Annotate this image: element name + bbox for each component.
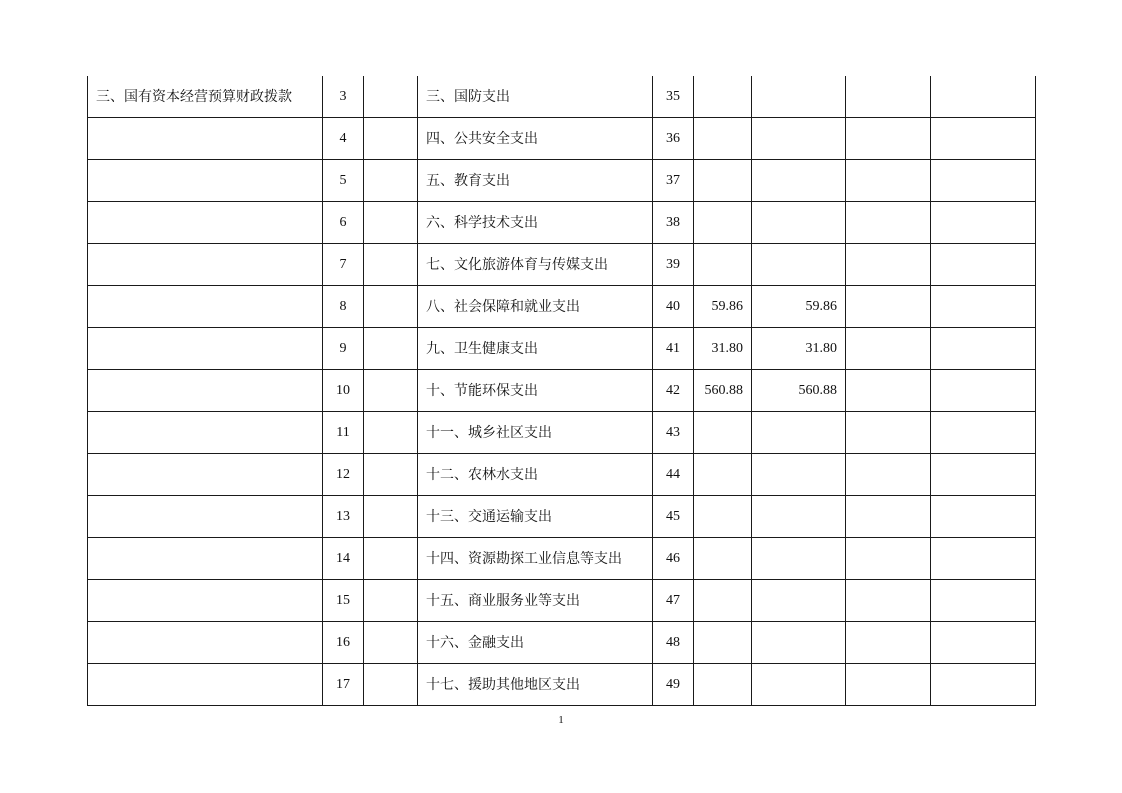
expense-item-cell: 十二、农林水支出 (418, 454, 653, 496)
income-seq-cell: 4 (323, 118, 364, 160)
gov-fund-cell (846, 496, 931, 538)
income-seq-cell: 5 (323, 160, 364, 202)
state-capital-cell (931, 370, 1036, 412)
income-item-cell (88, 622, 323, 664)
expense-seq-cell: 39 (653, 244, 694, 286)
general-budget-cell (752, 202, 846, 244)
income-seq-cell: 14 (323, 538, 364, 580)
general-budget-cell (752, 160, 846, 202)
income-amount-cell (364, 160, 418, 202)
expense-item-cell: 十、节能环保支出 (418, 370, 653, 412)
total-cell (694, 202, 752, 244)
expense-seq-cell: 36 (653, 118, 694, 160)
table-row (88, 580, 1036, 622)
table-row (88, 244, 1036, 286)
income-item-cell (88, 664, 323, 706)
state-capital-cell (931, 76, 1036, 118)
expense-item-cell: 十七、援助其他地区支出 (418, 664, 653, 706)
expense-seq-cell: 48 (653, 622, 694, 664)
income-item-cell (88, 412, 323, 454)
total-cell (694, 496, 752, 538)
table-row (88, 118, 1036, 160)
income-amount-cell (364, 370, 418, 412)
income-seq-cell: 7 (323, 244, 364, 286)
total-cell (694, 160, 752, 202)
income-seq-cell: 11 (323, 412, 364, 454)
expense-seq-cell: 35 (653, 76, 694, 118)
table-row (88, 412, 1036, 454)
general-budget-cell (752, 496, 846, 538)
state-capital-cell (931, 412, 1036, 454)
expense-item-cell: 三、国防支出 (418, 76, 653, 118)
table-row (88, 538, 1036, 580)
expense-seq-cell: 38 (653, 202, 694, 244)
gov-fund-cell (846, 538, 931, 580)
total-cell (694, 412, 752, 454)
state-capital-cell (931, 580, 1036, 622)
expense-item-cell: 四、公共安全支出 (418, 118, 653, 160)
expense-item-cell: 八、社会保障和就业支出 (418, 286, 653, 328)
income-amount-cell (364, 664, 418, 706)
state-capital-cell (931, 496, 1036, 538)
gov-fund-cell (846, 622, 931, 664)
total-cell (694, 622, 752, 664)
total-cell (694, 538, 752, 580)
income-seq-cell: 16 (323, 622, 364, 664)
income-amount-cell (364, 286, 418, 328)
total-cell (694, 664, 752, 706)
income-amount-cell (364, 622, 418, 664)
total-cell: 31.80 (694, 328, 752, 370)
income-seq-cell: 8 (323, 286, 364, 328)
expense-seq-cell: 45 (653, 496, 694, 538)
state-capital-cell (931, 622, 1036, 664)
income-amount-cell (364, 76, 418, 118)
gov-fund-cell (846, 370, 931, 412)
expense-seq-cell: 37 (653, 160, 694, 202)
general-budget-cell: 560.88 (752, 370, 846, 412)
expense-seq-cell: 43 (653, 412, 694, 454)
gov-fund-cell (846, 118, 931, 160)
total-cell (694, 244, 752, 286)
income-amount-cell (364, 202, 418, 244)
income-item-cell (88, 454, 323, 496)
general-budget-cell: 31.80 (752, 328, 846, 370)
gov-fund-cell (846, 76, 931, 118)
total-cell: 560.88 (694, 370, 752, 412)
expense-item-cell: 十一、城乡社区支出 (418, 412, 653, 454)
income-amount-cell (364, 244, 418, 286)
total-cell: 59.86 (694, 286, 752, 328)
table-row (88, 286, 1036, 328)
gov-fund-cell (846, 160, 931, 202)
state-capital-cell (931, 160, 1036, 202)
expense-seq-cell: 42 (653, 370, 694, 412)
state-capital-cell (931, 244, 1036, 286)
total-cell (694, 580, 752, 622)
table-row (88, 454, 1036, 496)
income-seq-cell: 9 (323, 328, 364, 370)
general-budget-cell (752, 412, 846, 454)
table-row (88, 622, 1036, 664)
expense-item-cell: 六、科学技术支出 (418, 202, 653, 244)
table-row (88, 328, 1036, 370)
general-budget-cell (752, 622, 846, 664)
expense-seq-cell: 46 (653, 538, 694, 580)
general-budget-cell (752, 454, 846, 496)
expense-item-cell: 五、教育支出 (418, 160, 653, 202)
total-cell (694, 454, 752, 496)
income-amount-cell (364, 412, 418, 454)
income-item-cell (88, 580, 323, 622)
income-item-cell (88, 370, 323, 412)
state-capital-cell (931, 538, 1036, 580)
income-amount-cell (364, 538, 418, 580)
income-seq-cell: 12 (323, 454, 364, 496)
income-item-cell (88, 244, 323, 286)
income-seq-cell: 15 (323, 580, 364, 622)
state-capital-cell (931, 664, 1036, 706)
income-amount-cell (364, 328, 418, 370)
income-item-cell (88, 496, 323, 538)
table-row (88, 664, 1036, 706)
table-row (88, 202, 1036, 244)
state-capital-cell (931, 202, 1036, 244)
gov-fund-cell (846, 328, 931, 370)
table-row (88, 160, 1036, 202)
expense-item-cell: 九、卫生健康支出 (418, 328, 653, 370)
budget-table-body (88, 76, 1036, 706)
state-capital-cell (931, 118, 1036, 160)
expense-item-cell: 十三、交通运输支出 (418, 496, 653, 538)
expense-seq-cell: 41 (653, 328, 694, 370)
expense-item-cell: 七、文化旅游体育与传媒支出 (418, 244, 653, 286)
income-seq-cell: 6 (323, 202, 364, 244)
state-capital-cell (931, 328, 1036, 370)
expense-item-cell: 十五、商业服务业等支出 (418, 580, 653, 622)
income-item-cell (88, 160, 323, 202)
income-seq-cell: 3 (323, 76, 364, 118)
income-seq-cell: 10 (323, 370, 364, 412)
income-seq-cell: 13 (323, 496, 364, 538)
income-item-cell (88, 202, 323, 244)
state-capital-cell (931, 286, 1036, 328)
income-item-cell (88, 118, 323, 160)
income-item-cell (88, 328, 323, 370)
gov-fund-cell (846, 412, 931, 454)
total-cell (694, 76, 752, 118)
income-amount-cell (364, 454, 418, 496)
general-budget-cell: 59.86 (752, 286, 846, 328)
budget-table (87, 76, 1036, 706)
table-row (88, 496, 1036, 538)
general-budget-cell (752, 664, 846, 706)
income-amount-cell (364, 496, 418, 538)
general-budget-cell (752, 244, 846, 286)
page-number: 1 (558, 714, 564, 726)
table-row (88, 370, 1036, 412)
expense-item-cell: 十四、资源勘探工业信息等支出 (418, 538, 653, 580)
gov-fund-cell (846, 286, 931, 328)
gov-fund-cell (846, 202, 931, 244)
total-cell (694, 118, 752, 160)
general-budget-cell (752, 538, 846, 580)
gov-fund-cell (846, 580, 931, 622)
gov-fund-cell (846, 664, 931, 706)
expense-seq-cell: 47 (653, 580, 694, 622)
expense-seq-cell: 44 (653, 454, 694, 496)
income-item-cell (88, 538, 323, 580)
gov-fund-cell (846, 454, 931, 496)
gov-fund-cell (846, 244, 931, 286)
expense-seq-cell: 49 (653, 664, 694, 706)
general-budget-cell (752, 76, 846, 118)
table-row (88, 76, 1036, 118)
state-capital-cell (931, 454, 1036, 496)
expense-item-cell: 十六、金融支出 (418, 622, 653, 664)
income-amount-cell (364, 118, 418, 160)
general-budget-cell (752, 118, 846, 160)
general-budget-cell (752, 580, 846, 622)
income-seq-cell: 17 (323, 664, 364, 706)
income-item-cell: 三、国有资本经营预算财政拨款 (88, 76, 323, 118)
expense-seq-cell: 40 (653, 286, 694, 328)
income-amount-cell (364, 580, 418, 622)
income-item-cell (88, 286, 323, 328)
